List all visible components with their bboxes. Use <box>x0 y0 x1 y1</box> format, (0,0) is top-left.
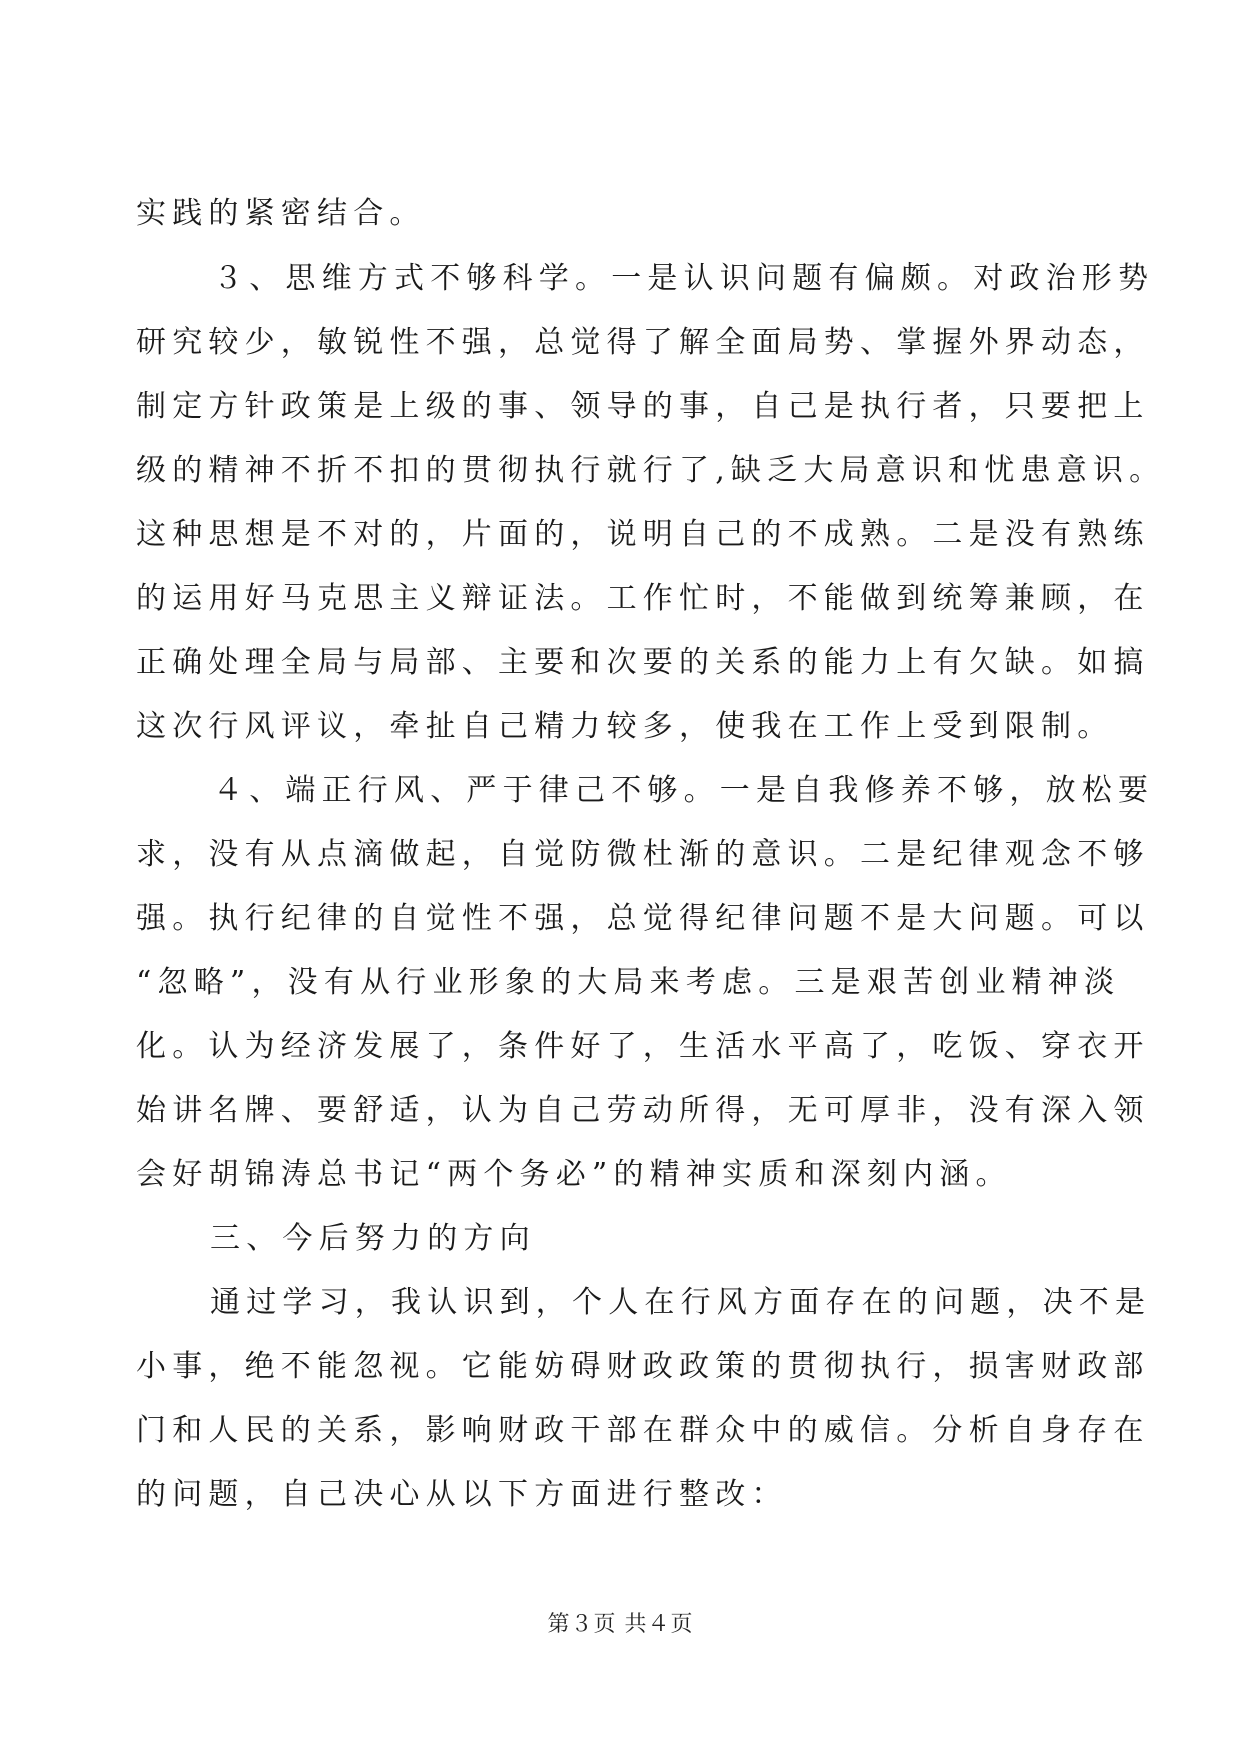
text-line: “忽略”，没有从行业形象的大局来考虑。三是艰苦创业精神淡 <box>136 965 1121 1000</box>
text-line: 正确处理全局与局部、主要和次要的关系的能力上有欠缺。如搞 <box>136 645 1150 680</box>
text-line: 门和人民的关系，影响财政干部在群众中的威信。分析自身存在 <box>136 1413 1150 1448</box>
text-line: 的问题，自己决心从以下方面进行整改： <box>136 1477 788 1512</box>
text-line: 级的精神不折不扣的贯彻执行就行了,缺乏大局意识和忧患意识。 <box>136 453 1166 488</box>
text-line: 会好胡锦涛总书记“两个务必”的精神实质和深刻内涵。 <box>136 1157 1012 1192</box>
section-heading: 三、今后努力的方向 <box>210 1221 536 1256</box>
text-line: ４、端正行风、严于律己不够。一是自我修养不够，放松要 <box>213 773 1155 808</box>
text-line: 通过学习，我认识到，个人在行风方面存在的问题，决不是 <box>210 1285 1152 1320</box>
text-line: 这次行风评议，牵扯自己精力较多，使我在工作上受到限制。 <box>136 709 1114 744</box>
text-line: 强。执行纪律的自觉性不强，总觉得纪律问题不是大问题。可以 <box>136 901 1150 936</box>
text-line: 研究较少，敏锐性不强，总觉得了解全面局势、掌握外界动态， <box>136 325 1150 360</box>
text-line: 小事，绝不能忽视。它能妨碍财政政策的贯彻执行，损害财政部 <box>136 1349 1150 1384</box>
page-number-footer: 第３页 共４页 <box>547 1612 694 1637</box>
text-line: 实践的紧密结合。 <box>136 196 426 231</box>
text-line: 这种思想是不对的，片面的，说明自己的不成熟。二是没有熟练 <box>136 517 1150 552</box>
text-line: 化。认为经济发展了，条件好了，生活水平高了，吃饭、穿衣开 <box>136 1029 1150 1064</box>
text-line: ３、思维方式不够科学。一是认识问题有偏颇。对政治形势 <box>213 261 1155 296</box>
text-line: 的运用好马克思主义辩证法。工作忙时，不能做到统筹兼顾，在 <box>136 581 1150 616</box>
text-line: 求，没有从点滴做起，自觉防微杜渐的意识。二是纪律观念不够 <box>136 837 1150 872</box>
text-line: 始讲名牌、要舒适，认为自己劳动所得，无可厚非，没有深入领 <box>136 1093 1150 1128</box>
text-line: 制定方针政策是上级的事、领导的事，自己是执行者，只要把上 <box>136 389 1150 424</box>
